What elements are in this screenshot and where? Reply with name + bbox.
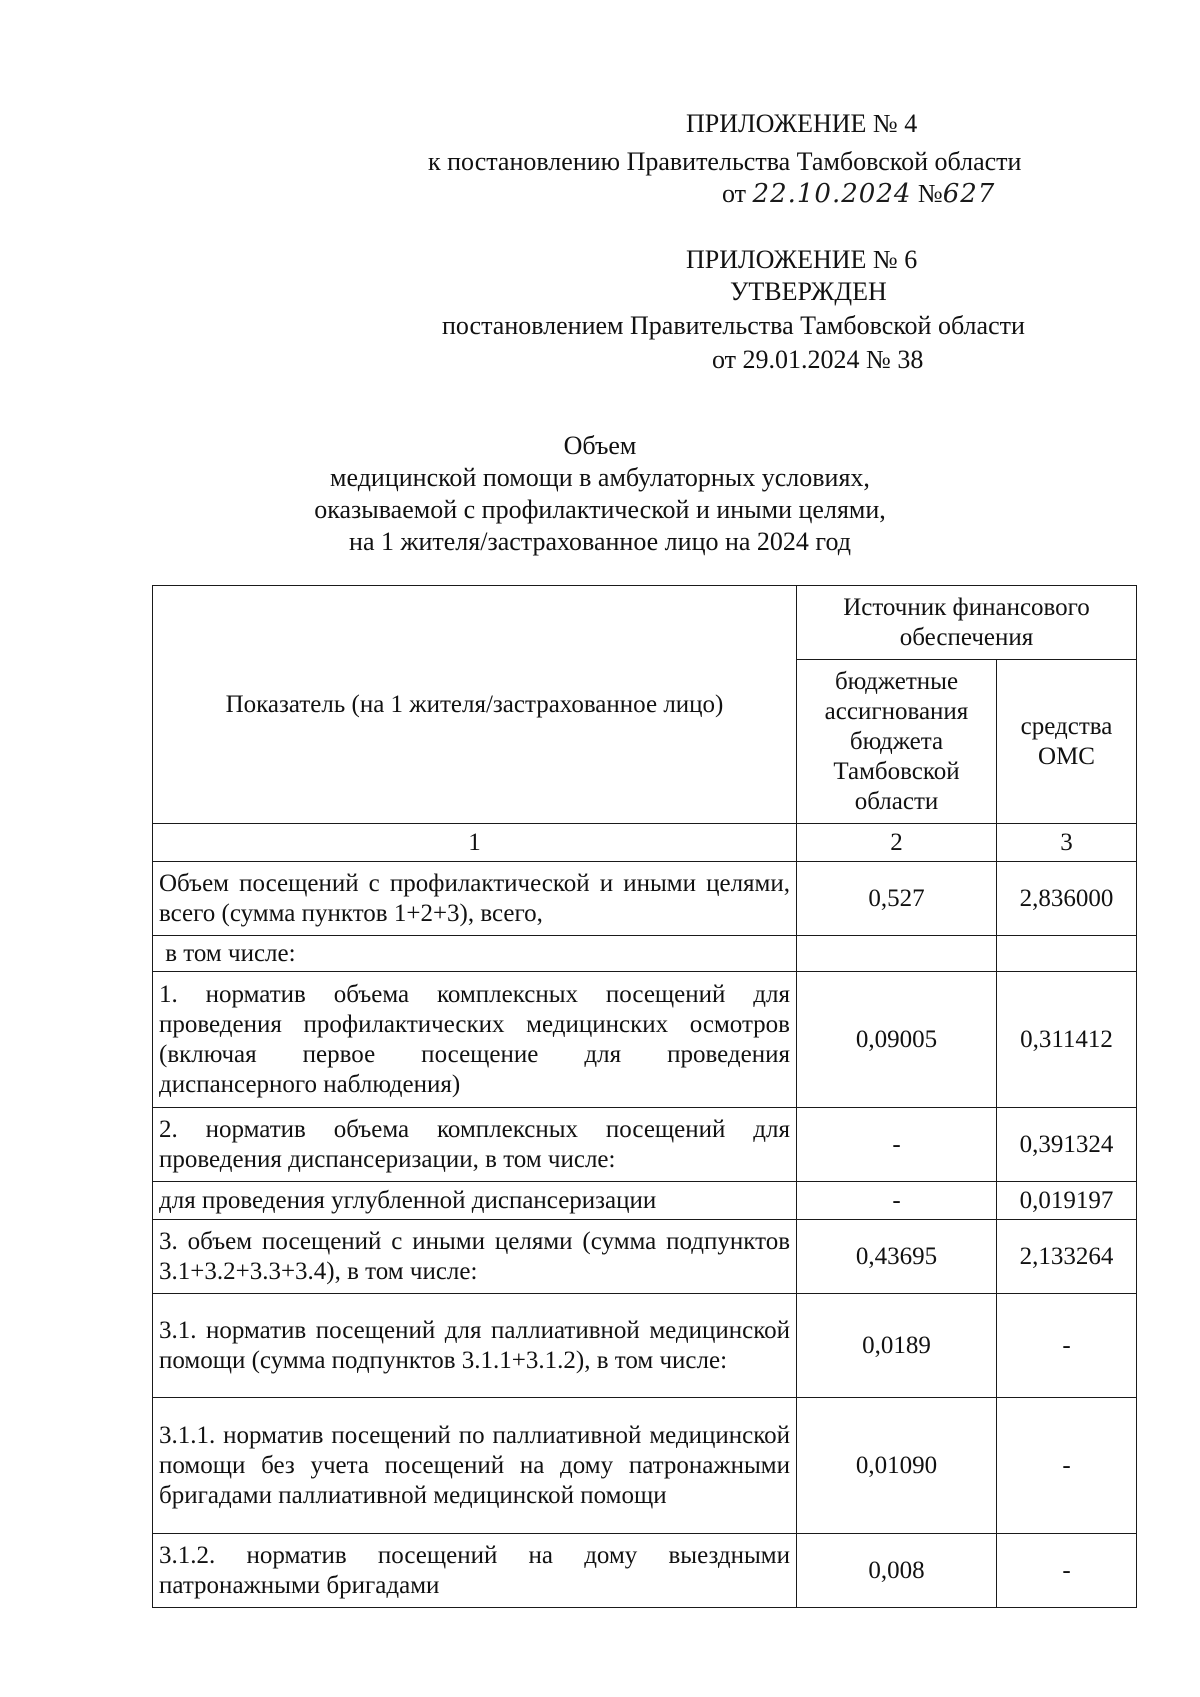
table-row	[153, 1108, 1137, 1182]
title-line-4: на 1 жителя/застрахованное лицо на 2024 год	[349, 527, 851, 556]
by-resolution-line: постановлением Правительства Тамбовской области	[442, 311, 1025, 340]
row-label: 2. норматив объема комплексных посещений для проведения диспансеризации, в том числе:	[153, 1108, 797, 1182]
document-title	[0, 430, 1200, 558]
row-oms-value: 2,836000	[997, 862, 1137, 936]
appendix-6-heading: ПРИЛОЖЕНИЕ № 6	[686, 245, 918, 274]
row-label: Объем посещений с профилактической и иными целями, всего (сумма пунктов 1+2+3), всего,	[153, 862, 797, 936]
header-oms: средства ОМС	[997, 660, 1137, 824]
table-row	[153, 1398, 1137, 1534]
row-label: 3.1. норматив посещений для паллиативной медицинской помощи (сумма подпунктов 3.1.1+3.1.2), в том числе:	[153, 1294, 797, 1398]
row-label: для проведения углубленной диспансеризации	[153, 1182, 797, 1220]
table-row	[153, 1220, 1137, 1294]
approved-heading: УТВЕРЖДЕН	[730, 277, 887, 306]
table-row	[153, 1534, 1137, 1608]
row-oms-value: -	[997, 1534, 1137, 1608]
row-budget-value: -	[797, 1108, 997, 1182]
header-funding-source: Источник финансового обеспечения	[797, 586, 1137, 660]
row-oms-value: -	[997, 1398, 1137, 1534]
title-line-1: Объем	[563, 431, 637, 460]
number-prefix: №	[917, 179, 943, 208]
row-oms-value	[997, 936, 1137, 972]
volume-table	[152, 585, 1137, 1608]
row-label: в том числе:	[153, 936, 797, 972]
table-row	[153, 1294, 1137, 1398]
title-line-3: оказываемой с профилактической и иными целями,	[314, 495, 886, 524]
row-budget-value: 0,43695	[797, 1220, 997, 1294]
appendix-4-heading: ПРИЛОЖЕНИЕ № 4	[686, 109, 918, 138]
column-number-1: 1	[153, 824, 797, 862]
row-oms-value: 0,019197	[997, 1182, 1137, 1220]
row-label: 1. норматив объема комплексных посещений для проведения профилактических медицинских осмотров (включая первое посещение для проведения диспансерного наблюдения)	[153, 972, 797, 1108]
row-oms-value: 0,311412	[997, 972, 1137, 1108]
row-label: 3. объем посещений с иными целями (сумма подпунктов 3.1+3.2+3.3+3.4), в том числе:	[153, 1220, 797, 1294]
row-oms-value: -	[997, 1294, 1137, 1398]
row-budget-value: 0,527	[797, 862, 997, 936]
handwritten-date-line	[722, 178, 995, 210]
row-label: 3.1.1. норматив посещений по паллиативной медицинской помощи без учета посещений на дому патронажными бригадами паллиативной медицинской помощи	[153, 1398, 797, 1534]
column-number-3: 3	[997, 824, 1137, 862]
header-budget: бюджетные ассигнования бюджета Тамбовской области	[797, 660, 997, 824]
row-budget-value: -	[797, 1182, 997, 1220]
table-row	[153, 862, 1137, 936]
row-budget-value	[797, 936, 997, 972]
title-line-2: медицинской помощи в амбулаторных условиях,	[330, 463, 870, 492]
table-row	[153, 972, 1137, 1108]
handwritten-date: 22.10.2024	[752, 179, 912, 209]
row-budget-value: 0,0189	[797, 1294, 997, 1398]
row-budget-value: 0,008	[797, 1534, 997, 1608]
row-oms-value: 0,391324	[997, 1108, 1137, 1182]
to-resolution-line: к постановлению Правительства Тамбовской области	[428, 147, 1022, 176]
row-budget-value: 0,01090	[797, 1398, 997, 1534]
row-oms-value: 2,133264	[997, 1220, 1137, 1294]
original-date-line: от 29.01.2024 № 38	[712, 345, 924, 374]
row-budget-value: 0,09005	[797, 972, 997, 1108]
column-number-2: 2	[797, 824, 997, 862]
row-label: 3.1.2. норматив посещений на дому выездными патронажными бригадами	[153, 1534, 797, 1608]
table-row	[153, 1182, 1137, 1220]
date-prefix: от	[722, 179, 747, 208]
table-row	[153, 936, 1137, 972]
header-indicator: Показатель (на 1 жителя/застрахованное лицо)	[153, 586, 797, 824]
handwritten-number: 627	[942, 179, 996, 209]
